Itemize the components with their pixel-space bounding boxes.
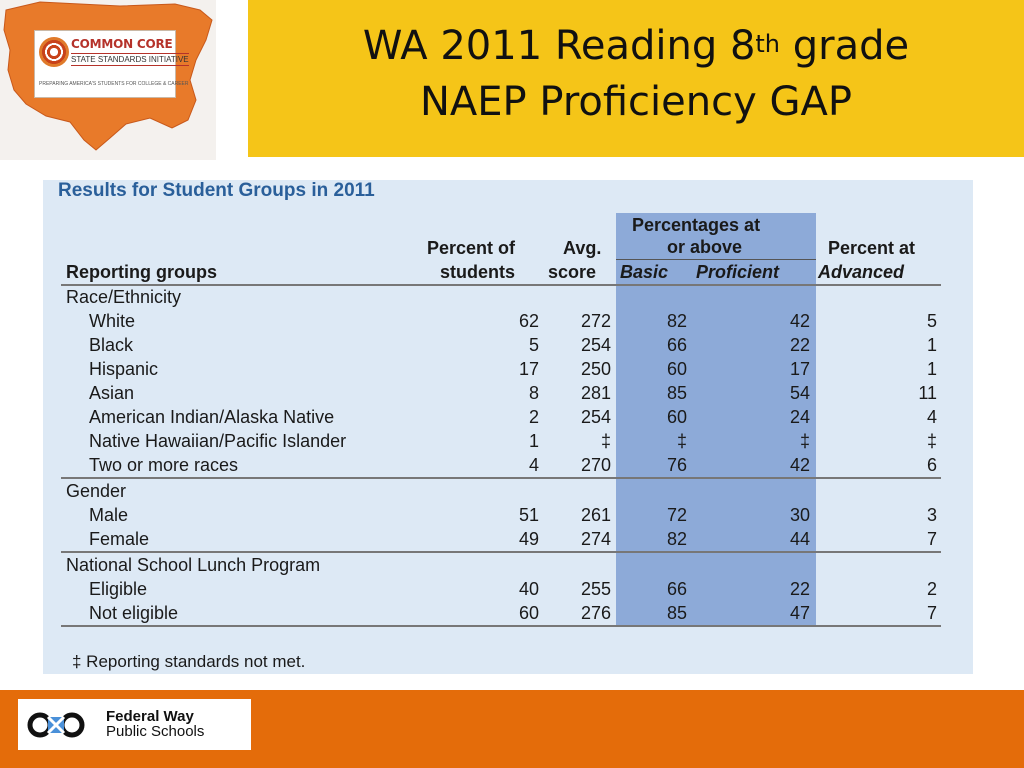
row-label: Native Hawaiian/Pacific Islander xyxy=(89,431,347,451)
cell-percent-of-students: 49 xyxy=(518,529,539,549)
cell-avg-score: 254 xyxy=(580,407,611,427)
cell-advanced: 2 xyxy=(926,579,937,599)
row-label: Two or more races xyxy=(89,455,239,475)
cell-avg-score: 276 xyxy=(580,603,611,623)
table-row xyxy=(0,529,1024,553)
footnote: ‡ Reporting standards not met. xyxy=(72,652,306,671)
cell-advanced: 6 xyxy=(926,455,937,475)
cell-percent-of-students: 8 xyxy=(528,383,539,403)
cell-proficient: 47 xyxy=(789,603,810,623)
header-reporting-groups: Reporting groups xyxy=(66,262,217,282)
group-label: Race/Ethnicity xyxy=(66,287,182,307)
cell-basic: ‡ xyxy=(676,431,687,451)
cell-percent-of-students: 2 xyxy=(528,407,539,427)
header-pct-at-above-2: or above xyxy=(667,237,743,257)
cell-avg-score: 261 xyxy=(580,505,611,525)
row-label: American Indian/Alaska Native xyxy=(89,407,335,427)
header-advanced: Advanced xyxy=(818,262,905,282)
row-label: Eligible xyxy=(89,579,148,599)
cell-percent-of-students: 51 xyxy=(518,505,539,525)
cell-percent-of-students: 62 xyxy=(518,311,539,331)
cell-percent-of-students: 40 xyxy=(518,579,539,599)
cell-proficient: ‡ xyxy=(799,431,810,451)
cell-basic: 60 xyxy=(666,359,687,379)
row-label: Male xyxy=(89,505,129,525)
federal-way-logo xyxy=(18,699,251,750)
cell-avg-score: 274 xyxy=(580,529,611,549)
cell-advanced: 7 xyxy=(926,603,937,623)
cell-avg-score: ‡ xyxy=(600,431,611,451)
row-label: Female xyxy=(89,529,150,549)
table-row xyxy=(0,505,1024,529)
cell-avg-score: 281 xyxy=(580,383,611,403)
row-label: White xyxy=(89,311,136,331)
cell-avg-score: 272 xyxy=(580,311,611,331)
header-basic: Basic xyxy=(620,262,669,282)
cell-basic: 82 xyxy=(666,311,687,331)
common-core-badge xyxy=(34,30,189,98)
table-row xyxy=(0,407,1024,431)
cell-basic: 66 xyxy=(666,335,687,355)
header-avg-2: score xyxy=(548,262,597,282)
table-bottom-rule xyxy=(61,625,941,627)
group-header-row xyxy=(0,287,1024,311)
cell-basic: 60 xyxy=(666,407,687,427)
row-label: Hispanic xyxy=(89,359,159,379)
table-row xyxy=(0,603,1024,627)
row-label: Not eligible xyxy=(89,603,179,623)
common-core-subtitle: STATE STANDARDS INITIATIVE xyxy=(71,55,189,64)
group-label: Gender xyxy=(66,481,127,501)
cell-basic: 72 xyxy=(666,505,687,525)
header-percent-of-1: Percent of xyxy=(427,238,516,258)
group-rule-lunch xyxy=(61,551,941,553)
cell-advanced: 4 xyxy=(926,407,937,427)
header-percent-of-2: students xyxy=(440,262,516,282)
cell-advanced: 7 xyxy=(926,529,937,549)
cell-proficient: 30 xyxy=(789,505,810,525)
common-core-tagline: PREPARING AMERICA'S STUDENTS FOR COLLEGE & CAREER xyxy=(39,81,189,87)
header-rule xyxy=(61,284,941,286)
table-row xyxy=(0,383,1024,407)
table-row xyxy=(0,579,1024,603)
group-header-row xyxy=(0,555,1024,579)
cell-basic: 85 xyxy=(666,603,687,623)
group-header-row xyxy=(0,481,1024,505)
cell-percent-of-students: 4 xyxy=(528,455,539,475)
cell-advanced: ‡ xyxy=(926,431,937,451)
table-row xyxy=(0,455,1024,479)
cell-percent-of-students: 60 xyxy=(518,603,539,623)
cell-proficient: 22 xyxy=(789,579,810,599)
cell-basic: 76 xyxy=(666,455,687,475)
cell-proficient: 42 xyxy=(789,455,810,475)
cell-percent-of-students: 17 xyxy=(518,359,539,379)
cell-proficient: 17 xyxy=(789,359,810,379)
cell-percent-of-students: 1 xyxy=(528,431,539,451)
table-row xyxy=(0,431,1024,455)
federal-way-name: Federal Way xyxy=(106,708,194,725)
common-core-title: COMMON CORE xyxy=(71,37,173,51)
cell-avg-score: 250 xyxy=(580,359,611,379)
cell-avg-score: 255 xyxy=(580,579,611,599)
slide-title xyxy=(248,18,1024,130)
cell-proficient: 54 xyxy=(789,383,810,403)
cell-basic: 85 xyxy=(666,383,687,403)
header-avg-1: Avg. xyxy=(563,238,602,258)
slide-title-line1: WA 2011 Reading 8th grade xyxy=(362,23,910,69)
row-label: Asian xyxy=(89,383,135,403)
slide-title-line2: NAEP Proficiency GAP xyxy=(420,79,852,125)
header-percent-at: Percent at xyxy=(828,238,916,258)
table-row xyxy=(0,335,1024,359)
cell-proficient: 22 xyxy=(789,335,810,355)
cell-advanced: 3 xyxy=(926,505,937,525)
federal-way-mark-icon xyxy=(26,705,86,745)
cell-avg-score: 270 xyxy=(580,455,611,475)
cell-proficient: 44 xyxy=(789,529,810,549)
cell-avg-score: 254 xyxy=(580,335,611,355)
common-core-swirl-icon xyxy=(39,37,69,67)
group-rule-gender xyxy=(61,477,941,479)
cell-proficient: 24 xyxy=(789,407,810,427)
header-sub-rule xyxy=(616,259,816,260)
table-caption: Results for Student Groups in 2011 xyxy=(58,180,375,201)
common-core-logo-area xyxy=(0,0,216,160)
cell-advanced: 1 xyxy=(926,359,937,379)
group-label: National School Lunch Program xyxy=(66,555,321,575)
cell-proficient: 42 xyxy=(789,311,810,331)
federal-way-subtitle: Public Schools xyxy=(106,723,205,740)
row-label: Black xyxy=(89,335,134,355)
cell-percent-of-students: 5 xyxy=(528,335,539,355)
cell-advanced: 5 xyxy=(926,311,937,331)
table-row xyxy=(0,359,1024,383)
cell-basic: 66 xyxy=(666,579,687,599)
cell-basic: 82 xyxy=(666,529,687,549)
table-row xyxy=(0,311,1024,335)
header-proficient: Proficient xyxy=(696,262,780,282)
header-pct-at-above-1: Percentages at xyxy=(632,215,761,235)
cell-advanced: 1 xyxy=(926,335,937,355)
cell-advanced: 11 xyxy=(918,383,937,403)
